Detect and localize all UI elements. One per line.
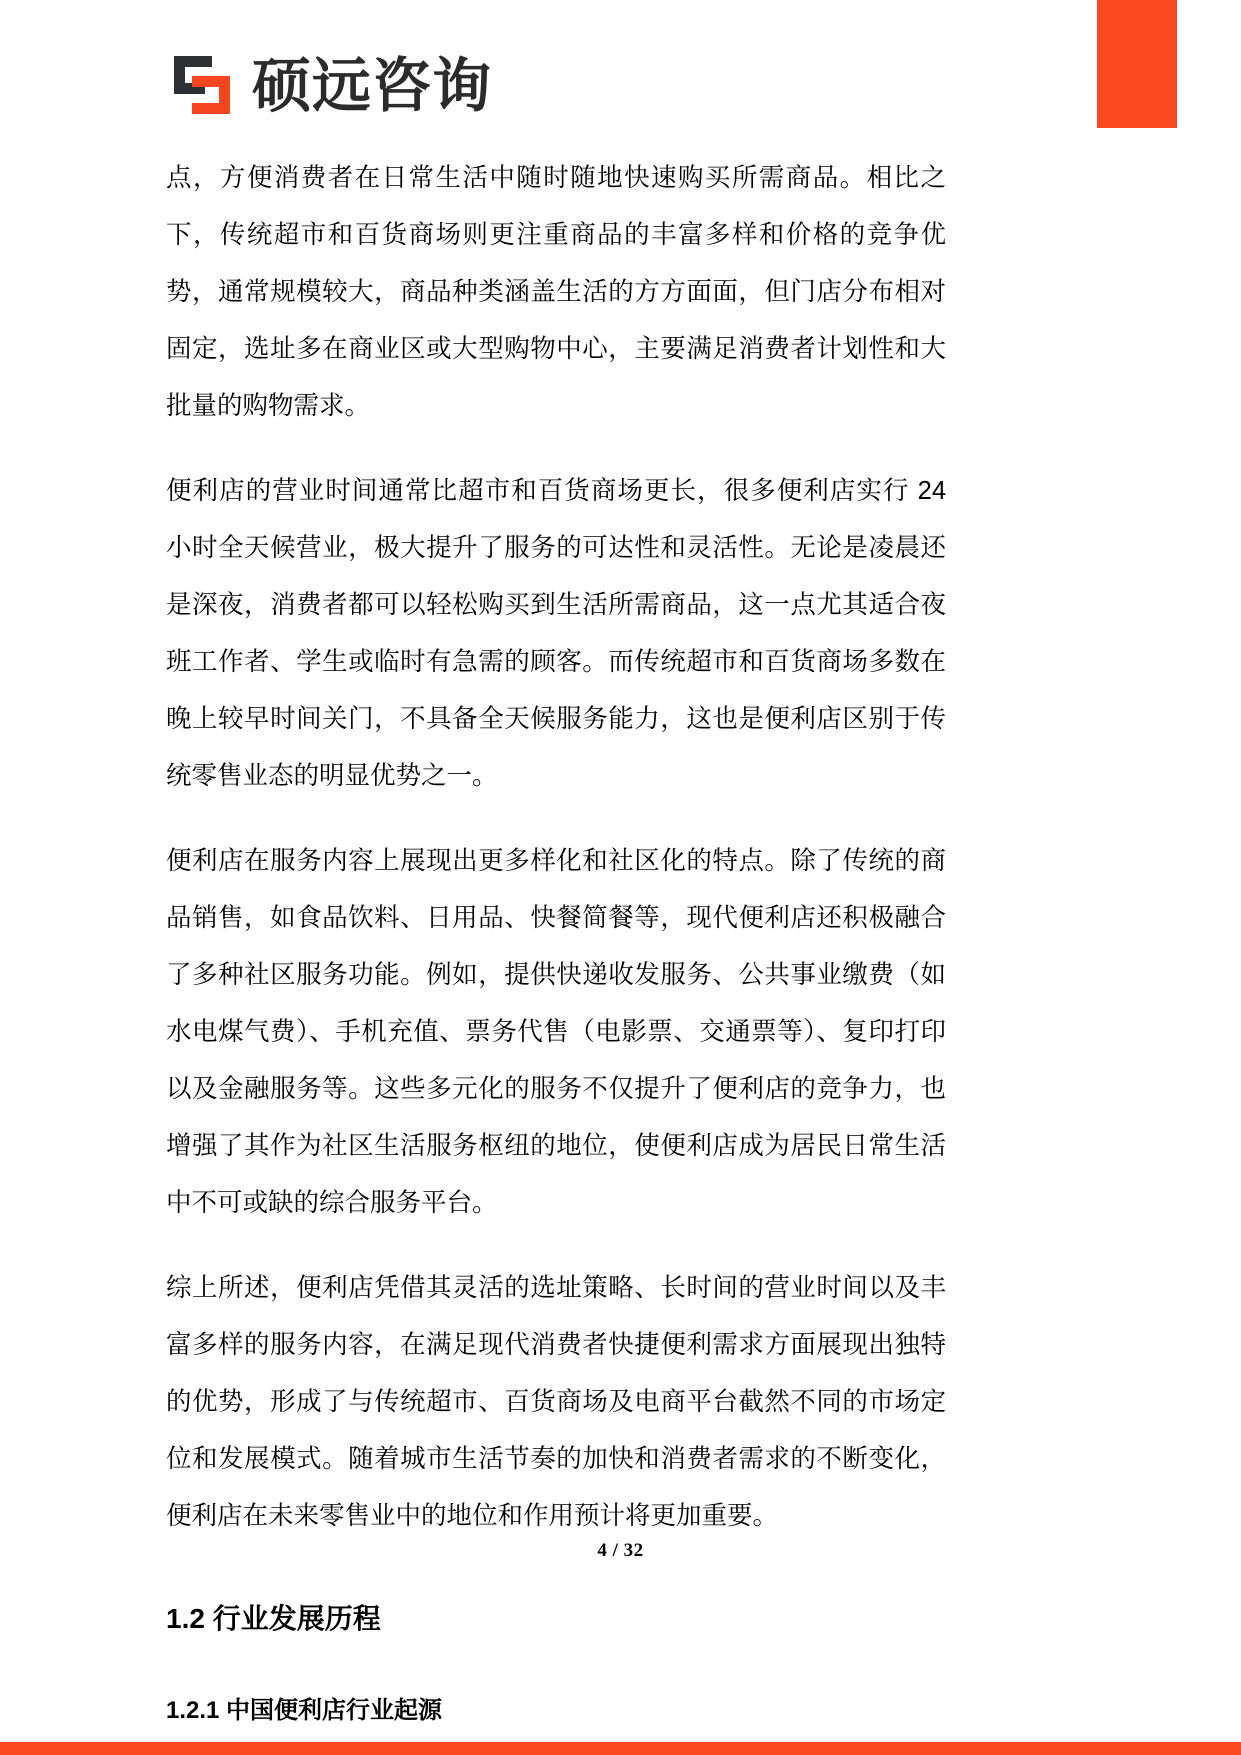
page-number: 4 / 32 — [597, 1540, 644, 1561]
section-heading-1-2: 1.2 行业发展历程 — [166, 1603, 381, 1634]
brand-wordmark: 硕远咨询 — [252, 50, 493, 120]
s-monogram-logo-icon — [172, 54, 232, 116]
bottom-accent-bar — [0, 1742, 1241, 1755]
document-body — [166, 150, 946, 1731]
body-paragraph: 点，方便消费者在日常生活中随时随地快速购买所需商品。相比之下，传统超市和百货商场则更注重商品的丰富多样和价格的竞争优势，通常规模较大，商品种类涵盖生活的方方面面，但门店分布相对固定，选址多在商业区或大型购物中心，主要满足消费者计划性和大批量的购物需求。 — [166, 164, 946, 420]
body-paragraph: 综上所述，便利店凭借其灵活的选址策略、长时间的营业时间以及丰富多样的服务内容，在满足现代消费者快捷便利需求方面展现出独特的优势，形成了与传统超市、百货商场及电商平台截然不同的市场定位和发展模式。随着城市生活节奏的加快和消费者需求的不断变化，便利店在未来零售业中的地位和作用预计将更加重要。 — [166, 1274, 946, 1530]
body-paragraph: 便利店的营业时间通常比超市和百货商场更长，很多便利店实行 24 小时全天候营业，极大提升了服务的可达性和灵活性。无论是凌晨还是深夜，消费者都可以轻松购买到生活所需商品，这一点尤其适合夜班工作者、学生或临时有急需的顾客。而传统超市和百货商场多数在晚上较早时间关门，不具备全天候服务能力，这也是便利店区别于传统零售业态的明显优势之一。 — [166, 477, 946, 790]
document-header — [172, 46, 492, 124]
top-accent-block — [1097, 0, 1177, 128]
section-heading-1-2-1: 1.2.1 中国便利店行业起源 — [166, 1697, 443, 1724]
page-footer — [0, 1540, 1241, 1562]
body-paragraph: 便利店在服务内容上展现出更多样化和社区化的特点。除了传统的商品销售，如食品饮料、日用品、快餐简餐等，现代便利店还积极融合了多种社区服务功能。例如，提供快递收发服务、公共事业缴费（如水电煤气费）、手机充值、票务代售（电影票、交通票等）、复印打印以及金融服务等。这些多元化的服务不仅提升了便利店的竞争力，也增强了其作为社区生活服务枢纽的地位，使便利店成为居民日常生活中不可或缺的综合服务平台。 — [166, 847, 946, 1217]
